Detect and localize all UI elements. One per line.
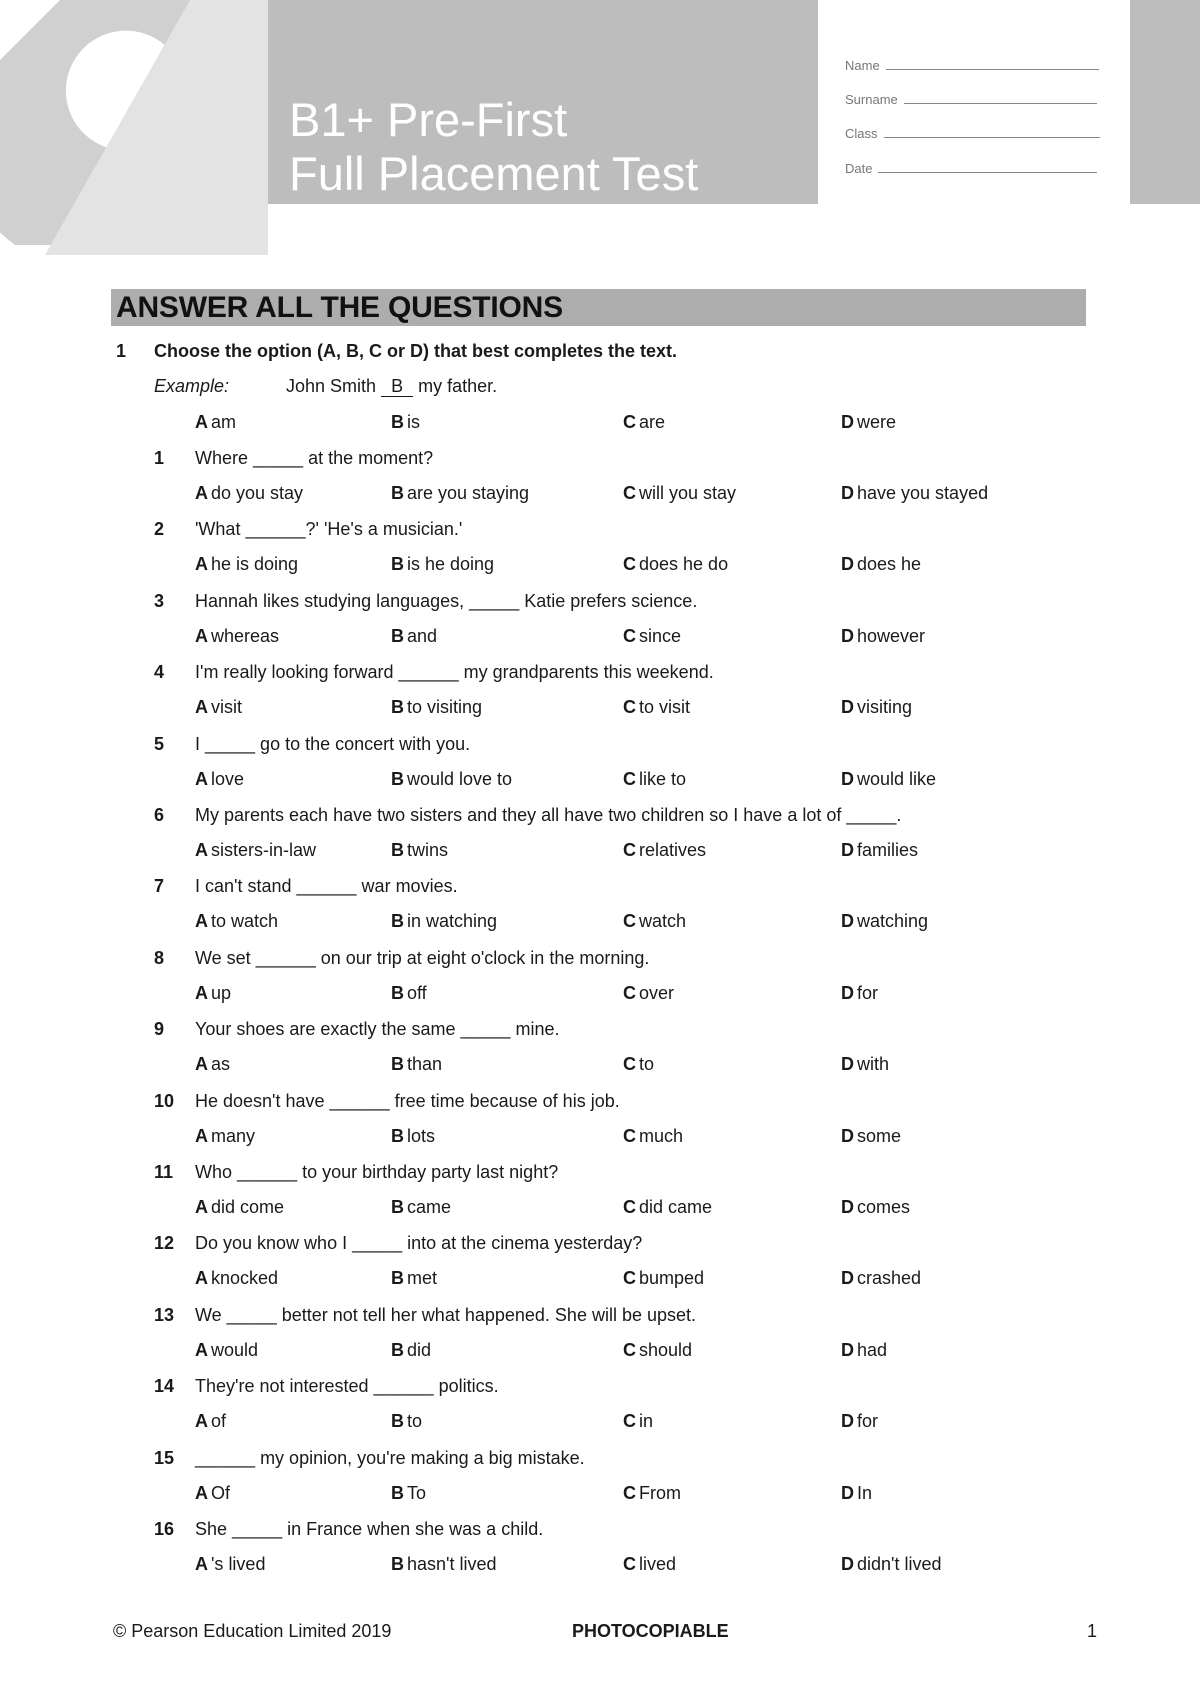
option-letter: D: [841, 1126, 854, 1146]
question-number: 9: [154, 1019, 165, 1039]
question-9-option-a[interactable]: [195, 1053, 230, 1075]
option-text: should: [639, 1340, 693, 1360]
example-after: my father.: [418, 376, 498, 396]
option-text: are: [639, 412, 666, 432]
option-letter: B: [391, 1054, 404, 1074]
option-text: however: [857, 626, 926, 646]
question-1-option-d[interactable]: [841, 482, 988, 504]
option-text: would: [211, 1340, 259, 1360]
question-7-option-a[interactable]: [195, 910, 278, 932]
example-option-c[interactable]: [623, 411, 665, 433]
question-8-option-a[interactable]: [195, 982, 231, 1004]
option-text: To: [407, 1483, 427, 1503]
option-text: whereas: [211, 626, 280, 646]
option-text: up: [211, 983, 232, 1003]
question-5-option-c[interactable]: [623, 768, 686, 790]
class-field[interactable]: [845, 121, 1100, 141]
option-letter: A: [195, 1483, 208, 1503]
question-text: He doesn't have ______ free time because of his job.: [195, 1091, 620, 1111]
option-text: visiting: [857, 697, 913, 717]
option-letter: D: [841, 769, 854, 789]
option-letter: B: [391, 1483, 404, 1503]
question-2-option-c[interactable]: [623, 553, 728, 575]
question-8-option-b[interactable]: [391, 982, 427, 1004]
option-letter: B: [391, 1554, 404, 1574]
option-text: is he doing: [407, 554, 495, 574]
option-letter: A: [195, 1268, 208, 1288]
option-letter: A: [195, 983, 208, 1003]
option-letter: B: [391, 1411, 404, 1431]
question-12-option-c[interactable]: [623, 1267, 704, 1289]
question-16-option-c[interactable]: [623, 1553, 676, 1575]
example-option-d[interactable]: [841, 411, 896, 433]
test-title-line2: Full Placement Test: [289, 147, 699, 200]
option-text: sisters-in-law: [211, 840, 317, 860]
question-4-option-a[interactable]: [195, 696, 242, 718]
surname-field[interactable]: [845, 87, 1097, 107]
option-letter: B: [391, 483, 404, 503]
option-text: will you stay: [639, 483, 737, 503]
option-letter: C: [623, 1197, 636, 1217]
question-number: 4: [154, 662, 165, 682]
question-text: My parents each have two sisters and they all have two children so I have a lot of _____.: [195, 805, 902, 825]
question-14-option-b[interactable]: [391, 1410, 422, 1432]
question-15-option-c[interactable]: [623, 1482, 681, 1504]
option-text: and: [407, 626, 438, 646]
question-number: 1: [154, 448, 165, 468]
question-16-option-b[interactable]: [391, 1553, 497, 1575]
option-letter: C: [623, 769, 636, 789]
question-text: We set ______ on our trip at eight o'clock in the morning.: [195, 948, 650, 968]
question-number: 7: [154, 876, 165, 896]
option-letter: A: [195, 840, 208, 860]
option-text: crashed: [857, 1268, 922, 1288]
option-text: visit: [211, 697, 242, 717]
question-number: 3: [154, 591, 165, 611]
option-text: does he: [857, 554, 922, 574]
option-text: to visit: [639, 697, 691, 717]
question-3-option-c[interactable]: [623, 625, 681, 647]
option-text: to watch: [211, 911, 279, 931]
option-text: for: [857, 1411, 879, 1431]
question-8-option-c[interactable]: [623, 982, 674, 1004]
section-title: ANSWER ALL THE QUESTIONS: [116, 291, 563, 324]
option-letter: B: [391, 1197, 404, 1217]
option-letter: D: [841, 1197, 854, 1217]
question-text: I can't stand ______ war movies.: [195, 876, 458, 896]
option-letter: C: [623, 1268, 636, 1288]
question-11-option-c[interactable]: [623, 1196, 712, 1218]
option-letter: C: [623, 626, 636, 646]
question-number: 6: [154, 805, 165, 825]
question-7-option-b[interactable]: [391, 910, 497, 932]
option-letter: D: [841, 1483, 854, 1503]
question-9-option-d[interactable]: [841, 1053, 889, 1075]
option-text: in: [639, 1411, 654, 1431]
option-letter: C: [623, 1411, 636, 1431]
option-text: to: [639, 1054, 655, 1074]
question-6-option-d[interactable]: [841, 839, 918, 861]
question-14-option-a[interactable]: [195, 1410, 226, 1432]
option-text: love: [211, 769, 245, 789]
option-letter: C: [623, 412, 636, 432]
option-text: are you staying: [407, 483, 530, 503]
question-number: 11: [154, 1162, 174, 1182]
option-text: than: [407, 1054, 443, 1074]
option-letter: D: [841, 1554, 854, 1574]
question-1-option-c[interactable]: [623, 482, 736, 504]
example-sentence: [286, 375, 497, 397]
option-letter: A: [195, 1054, 208, 1074]
option-letter: C: [623, 911, 636, 931]
date-label: Date: [845, 161, 873, 176]
question-number: 10: [154, 1091, 175, 1111]
question-13-option-d[interactable]: [841, 1339, 887, 1361]
option-text: do you stay: [211, 483, 304, 503]
date-line[interactable]: [878, 171, 1097, 173]
question-4-option-b[interactable]: [391, 696, 482, 718]
question-13-option-b[interactable]: [391, 1339, 431, 1361]
option-text: did come: [211, 1197, 285, 1217]
option-letter: A: [195, 911, 208, 931]
exercise-instruction: Choose the option (A, B, C or D) that best completes the text.: [154, 341, 678, 361]
question-14-option-d[interactable]: [841, 1410, 878, 1432]
option-text: would like: [857, 769, 937, 789]
option-letter: B: [391, 911, 404, 931]
option-letter: D: [841, 554, 854, 574]
question-10-option-c[interactable]: [623, 1125, 683, 1147]
option-text: for: [857, 983, 879, 1003]
question-12-option-b[interactable]: [391, 1267, 437, 1289]
header-divider: [816, 0, 818, 204]
question-text: 'What ______?' 'He's a musician.': [195, 519, 463, 539]
question-2-option-d[interactable]: [841, 553, 921, 575]
option-text: does he do: [639, 554, 729, 574]
option-letter: B: [391, 769, 404, 789]
class-label: Class: [845, 126, 878, 141]
option-letter: D: [841, 412, 854, 432]
option-text: watching: [857, 911, 929, 931]
option-letter: A: [195, 412, 208, 432]
option-letter: D: [841, 1268, 854, 1288]
question-12-option-a[interactable]: [195, 1267, 278, 1289]
option-letter: C: [623, 483, 636, 503]
option-letter: C: [623, 1483, 636, 1503]
header-right-block: [1130, 0, 1200, 204]
question-number: 2: [154, 519, 165, 539]
question-number: 15: [154, 1448, 175, 1468]
option-letter: A: [195, 769, 208, 789]
option-text: knocked: [211, 1268, 279, 1288]
question-9-option-c[interactable]: [623, 1053, 654, 1075]
option-letter: B: [391, 554, 404, 574]
option-letter: C: [623, 1340, 636, 1360]
option-letter: A: [195, 626, 208, 646]
option-letter: D: [841, 626, 854, 646]
example-option-a[interactable]: [195, 411, 236, 433]
exercise-number: 1: [116, 341, 127, 361]
surname-line[interactable]: [904, 102, 1097, 104]
option-text: as: [211, 1054, 231, 1074]
question-2-option-b[interactable]: [391, 553, 494, 575]
example-answer: B: [381, 376, 413, 397]
example-label: Example:: [154, 376, 230, 396]
question-number: 16: [154, 1519, 175, 1539]
question-7-option-c[interactable]: [623, 910, 686, 932]
option-letter: B: [391, 697, 404, 717]
option-text: bumped: [639, 1268, 705, 1288]
question-6-option-a[interactable]: [195, 839, 316, 861]
option-text: to: [407, 1411, 423, 1431]
option-text: watch: [639, 911, 687, 931]
option-letter: A: [195, 1340, 208, 1360]
question-3-option-b[interactable]: [391, 625, 437, 647]
question-15-option-a[interactable]: [195, 1482, 230, 1504]
option-letter: D: [841, 983, 854, 1003]
question-10-option-a[interactable]: [195, 1125, 255, 1147]
option-letter: B: [391, 626, 404, 646]
example-option-b[interactable]: [391, 411, 420, 433]
question-7-option-d[interactable]: [841, 910, 928, 932]
option-text: relatives: [639, 840, 707, 860]
option-letter: A: [195, 1126, 208, 1146]
option-text: were: [857, 412, 897, 432]
option-letter: D: [841, 1340, 854, 1360]
question-number: 8: [154, 948, 165, 968]
option-letter: B: [391, 1340, 404, 1360]
copyright-text: © Pearson Education Limited 2019: [113, 1621, 392, 1641]
question-text: ______ my opinion, you're making a big mistake.: [195, 1448, 585, 1468]
option-text: Of: [211, 1483, 231, 1503]
option-text: since: [639, 626, 682, 646]
option-text: much: [639, 1126, 684, 1146]
option-text: with: [857, 1054, 890, 1074]
option-text: families: [857, 840, 919, 860]
option-letter: B: [391, 1126, 404, 1146]
option-letter: B: [391, 983, 404, 1003]
option-text: have you stayed: [857, 483, 989, 503]
option-letter: A: [195, 483, 208, 503]
question-12-option-d[interactable]: [841, 1267, 921, 1289]
question-1-option-b[interactable]: [391, 482, 529, 504]
question-4-option-d[interactable]: [841, 696, 912, 718]
question-text: They're not interested ______ politics.: [195, 1376, 499, 1396]
question-text: Do you know who I _____ into at the cinema yesterday?: [195, 1233, 643, 1253]
question-text: Where _____ at the moment?: [195, 448, 434, 468]
option-letter: D: [841, 1054, 854, 1074]
option-text: off: [407, 983, 427, 1003]
option-text: would love to: [407, 769, 513, 789]
option-text: had: [857, 1340, 888, 1360]
question-text: Hannah likes studying languages, _____ Katie prefers science.: [195, 591, 698, 611]
option-text: hasn't lived: [407, 1554, 497, 1574]
question-1-option-a[interactable]: [195, 482, 303, 504]
option-text: to visiting: [407, 697, 483, 717]
option-letter: D: [841, 1411, 854, 1431]
question-8-option-d[interactable]: [841, 982, 878, 1004]
option-text: From: [639, 1483, 681, 1503]
question-text: Your shoes are exactly the same _____ mine.: [195, 1019, 560, 1039]
question-text: I _____ go to the concert with you.: [195, 734, 471, 754]
surname-label: Surname: [845, 92, 898, 107]
option-letter: D: [841, 697, 854, 717]
option-letter: C: [623, 1126, 636, 1146]
gold-logo-graphic: [0, 0, 268, 256]
question-number: 13: [154, 1305, 175, 1325]
question-4-option-c[interactable]: [623, 696, 690, 718]
name-label: Name: [845, 58, 880, 73]
question-10-option-b[interactable]: [391, 1125, 435, 1147]
name-field[interactable]: [845, 53, 1099, 73]
option-text: 's lived: [211, 1554, 266, 1574]
option-letter: B: [391, 412, 404, 432]
question-text: We _____ better not tell her what happened. She will be upset.: [195, 1305, 697, 1325]
option-letter: C: [623, 1554, 636, 1574]
class-line[interactable]: [884, 136, 1100, 138]
test-title-line1: B1+ Pre-First: [289, 93, 568, 146]
question-14-option-c[interactable]: [623, 1410, 653, 1432]
question-11-option-d[interactable]: [841, 1196, 910, 1218]
option-letter: A: [195, 554, 208, 574]
option-letter: A: [195, 1411, 208, 1431]
option-text: did came: [639, 1197, 713, 1217]
question-15-option-b[interactable]: [391, 1482, 426, 1504]
option-text: over: [639, 983, 675, 1003]
question-13-option-c[interactable]: [623, 1339, 692, 1361]
option-letter: B: [391, 1268, 404, 1288]
question-number: 5: [154, 734, 165, 754]
option-text: met: [407, 1268, 438, 1288]
option-text: some: [857, 1126, 902, 1146]
question-10-option-d[interactable]: [841, 1125, 901, 1147]
option-text: comes: [857, 1197, 911, 1217]
question-number: 12: [154, 1233, 175, 1253]
option-letter: D: [841, 483, 854, 503]
photocopiable-label: PHOTOCOPIABLE: [572, 1621, 729, 1641]
question-9-option-b[interactable]: [391, 1053, 442, 1075]
question-6-option-b[interactable]: [391, 839, 448, 861]
option-text: he is doing: [211, 554, 299, 574]
question-text: Who ______ to your birthday party last night?: [195, 1162, 559, 1182]
question-13-option-a[interactable]: [195, 1339, 258, 1361]
option-text: like to: [639, 769, 687, 789]
option-letter: C: [623, 554, 636, 574]
option-text: is: [407, 412, 420, 432]
question-16-option-d[interactable]: [841, 1553, 942, 1575]
option-text: of: [211, 1411, 227, 1431]
option-text: in watching: [407, 911, 498, 931]
option-text: am: [211, 412, 237, 432]
option-letter: A: [195, 1197, 208, 1217]
option-text: twins: [407, 840, 449, 860]
question-number: 14: [154, 1376, 175, 1396]
example-before: John Smith: [286, 376, 377, 396]
question-3-option-d[interactable]: [841, 625, 925, 647]
question-5-option-b[interactable]: [391, 768, 512, 790]
option-letter: C: [623, 1054, 636, 1074]
question-2-option-a[interactable]: [195, 553, 298, 575]
option-letter: A: [195, 697, 208, 717]
question-16-option-a[interactable]: [195, 1553, 265, 1575]
question-11-option-b[interactable]: [391, 1196, 451, 1218]
option-letter: C: [623, 840, 636, 860]
option-text: lived: [639, 1554, 677, 1574]
question-5-option-a[interactable]: [195, 768, 244, 790]
option-text: didn't lived: [857, 1554, 942, 1574]
option-letter: D: [841, 840, 854, 860]
question-6-option-c[interactable]: [623, 839, 706, 861]
question-11-option-a[interactable]: [195, 1196, 284, 1218]
date-field[interactable]: [845, 156, 1097, 176]
option-text: lots: [407, 1126, 436, 1146]
question-5-option-d[interactable]: [841, 768, 936, 790]
question-3-option-a[interactable]: [195, 625, 279, 647]
option-text: came: [407, 1197, 452, 1217]
option-text: In: [857, 1483, 873, 1503]
question-text: She _____ in France when she was a child.: [195, 1519, 544, 1539]
option-text: did: [407, 1340, 432, 1360]
option-letter: D: [841, 911, 854, 931]
name-line[interactable]: [886, 68, 1099, 70]
option-letter: B: [391, 840, 404, 860]
page-number: 1: [1087, 1621, 1098, 1641]
question-text: I'm really looking forward ______ my grandparents this weekend.: [195, 662, 714, 682]
option-text: many: [211, 1126, 256, 1146]
option-letter: A: [195, 1554, 208, 1574]
question-15-option-d[interactable]: [841, 1482, 872, 1504]
option-letter: C: [623, 983, 636, 1003]
option-letter: C: [623, 697, 636, 717]
